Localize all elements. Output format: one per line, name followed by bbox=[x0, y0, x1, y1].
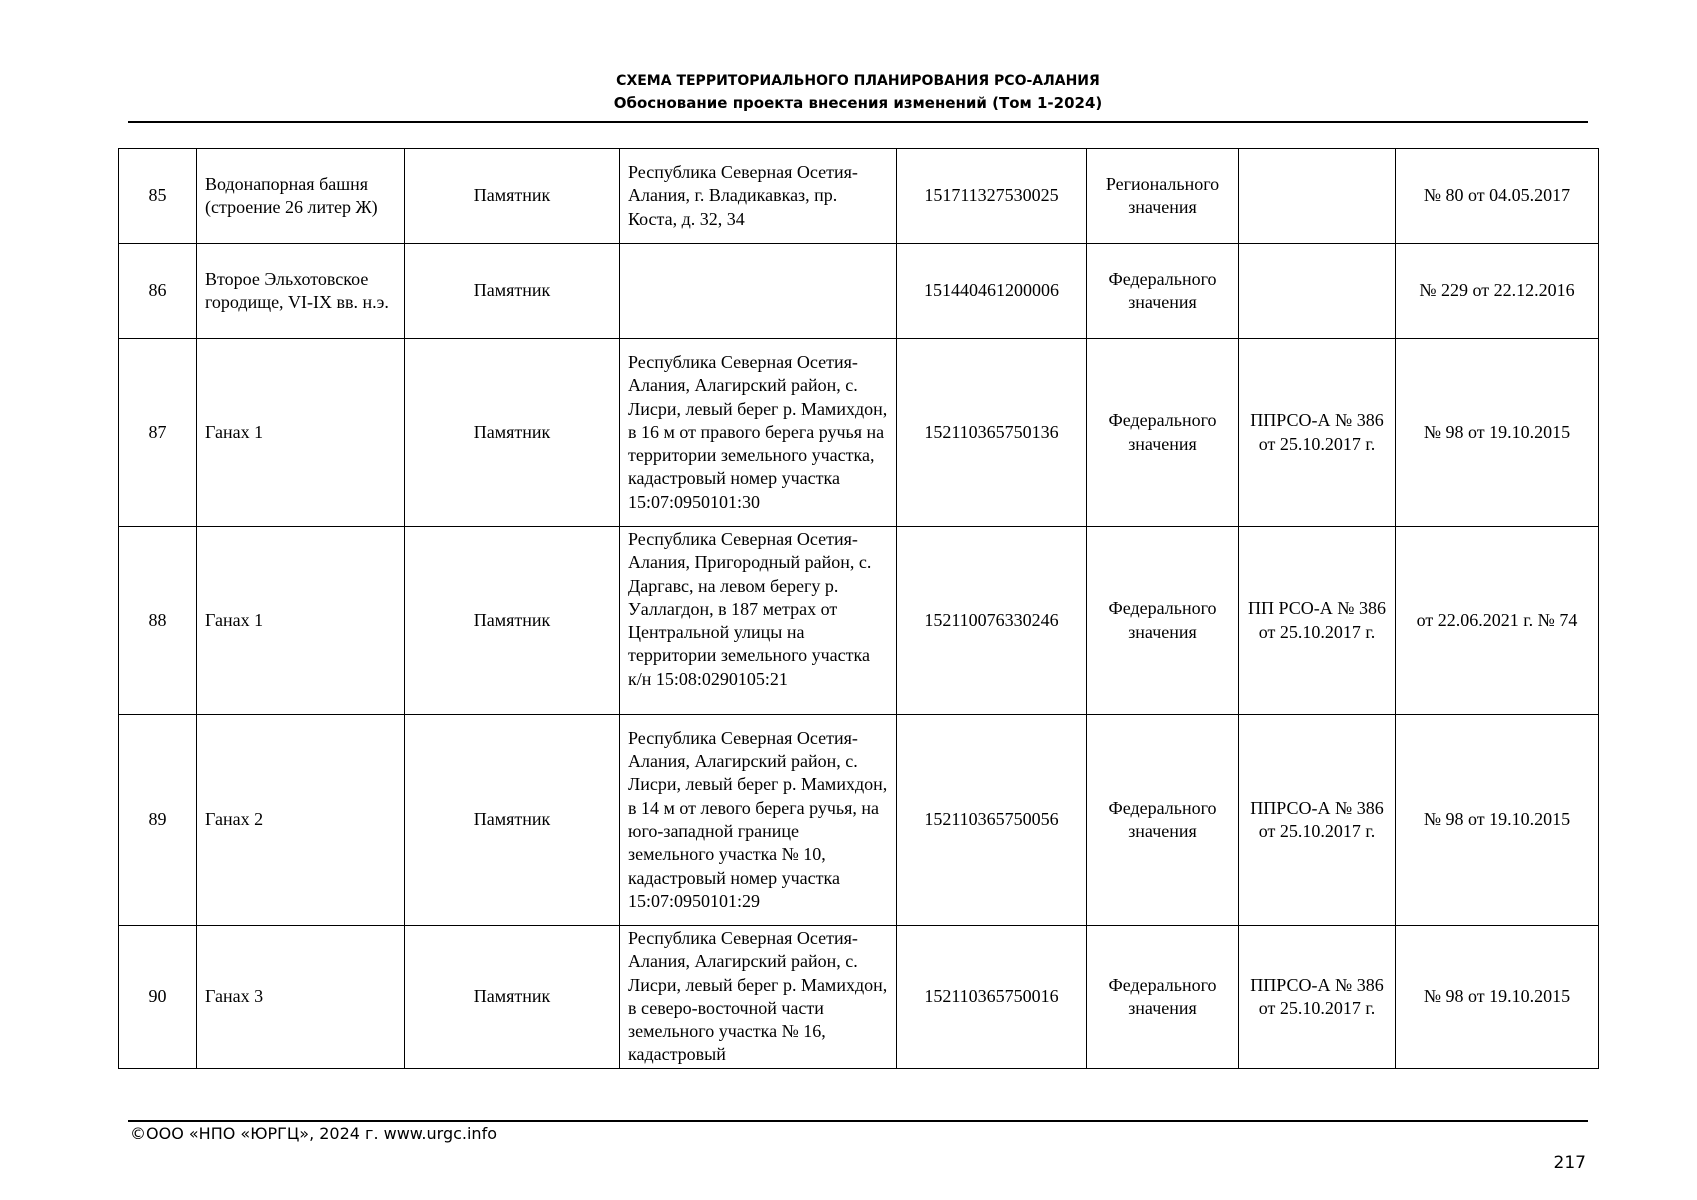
object-name: Ганах 2 bbox=[197, 715, 405, 926]
row-number: 90 bbox=[119, 926, 197, 1069]
order-reference: № 98 от 19.10.2015 bbox=[1396, 715, 1599, 926]
table-row bbox=[119, 244, 1599, 339]
registry-number: 152110365750136 bbox=[897, 339, 1087, 527]
object-address: Республика Северная Осетия-Алания, Алагирский район, с. Лисри, левый берег р. Мамихдон, в 14 м от левого берега ручья, на юго-западной границе земельного участка № 10, кадастровый номер участка 15:07:0950101:29 bbox=[620, 715, 897, 926]
object-address: Республика Северная Осетия-Алания, Алагирский район, с. Лисри, левый берег р. Мамихдон, в 16 м от правого берега ручья на территории земельного участка, кадастровый номер участка 15:07:0950101:30 bbox=[620, 339, 897, 527]
page-number: 217 bbox=[1553, 1153, 1586, 1173]
table-row bbox=[119, 715, 1599, 926]
object-address bbox=[620, 244, 897, 339]
page-header bbox=[128, 70, 1588, 114]
object-name: Ганах 1 bbox=[197, 527, 405, 715]
order-reference: от 22.06.2021 г. № 74 bbox=[1396, 527, 1599, 715]
header-rule bbox=[128, 121, 1588, 123]
table-row bbox=[119, 926, 1599, 1069]
table-row bbox=[119, 149, 1599, 244]
object-name: Второе Эльхотовское городище, VI-IX вв. н.э. bbox=[197, 244, 405, 339]
object-address: Республика Северная Осетия-Алания, Алагирский район, с. Лисри, левый берег р. Мамихдон, в северо-восточной части земельного участка № 16, кадастровый bbox=[620, 926, 897, 1069]
registry-number: 152110365750016 bbox=[897, 926, 1087, 1069]
table-row bbox=[119, 339, 1599, 527]
protection-document: ППРСО-А № 386 от 25.10.2017 г. bbox=[1239, 715, 1396, 926]
table-row bbox=[119, 527, 1599, 715]
row-number: 87 bbox=[119, 339, 197, 527]
order-reference: № 98 от 19.10.2015 bbox=[1396, 926, 1599, 1069]
significance: Федерального значения bbox=[1087, 715, 1239, 926]
order-reference: № 229 от 22.12.2016 bbox=[1396, 244, 1599, 339]
object-type: Памятник bbox=[405, 715, 620, 926]
object-type: Памятник bbox=[405, 339, 620, 527]
protection-document: ППРСО-А № 386 от 25.10.2017 г. bbox=[1239, 339, 1396, 527]
protection-document bbox=[1239, 244, 1396, 339]
row-number: 89 bbox=[119, 715, 197, 926]
registry-number: 152110365750056 bbox=[897, 715, 1087, 926]
object-type: Памятник bbox=[405, 926, 620, 1069]
object-type: Памятник bbox=[405, 527, 620, 715]
object-name: Водонапорная башня (строение 26 литер Ж) bbox=[197, 149, 405, 244]
object-type: Памятник bbox=[405, 244, 620, 339]
object-address: Республика Северная Осетия-Алания, г. Владикавказ, пр. Коста, д. 32, 34 bbox=[620, 149, 897, 244]
protection-document: ПП РСО-А № 386 от 25.10.2017 г. bbox=[1239, 527, 1396, 715]
heritage-objects-table bbox=[118, 148, 1599, 1069]
registry-number: 151440461200006 bbox=[897, 244, 1087, 339]
order-reference: № 80 от 04.05.2017 bbox=[1396, 149, 1599, 244]
object-name: Ганах 3 bbox=[197, 926, 405, 1069]
significance: Федерального значения bbox=[1087, 527, 1239, 715]
object-name: Ганах 1 bbox=[197, 339, 405, 527]
row-number: 86 bbox=[119, 244, 197, 339]
footer-rule bbox=[128, 1120, 1588, 1122]
registry-number: 151711327530025 bbox=[897, 149, 1087, 244]
document-subtitle: Обоснование проекта внесения изменений (Том 1-2024) bbox=[613, 94, 1103, 112]
registry-number: 152110076330246 bbox=[897, 527, 1087, 715]
significance: Федерального значения bbox=[1087, 244, 1239, 339]
row-number: 88 bbox=[119, 527, 197, 715]
object-type: Памятник bbox=[405, 149, 620, 244]
object-address: Республика Северная Осетия-Алания, Пригородный район, с. Даргавс, на левом берегу р. Уаллагдон, в 187 метрах от Центральной улицы на территории земельного участка к/н 15:08:0290105:21 bbox=[620, 527, 897, 715]
order-reference: № 98 от 19.10.2015 bbox=[1396, 339, 1599, 527]
document-title: СХЕМА ТЕРРИТОРИАЛЬНОГО ПЛАНИРОВАНИЯ РСО-АЛАНИЯ bbox=[616, 73, 1100, 89]
significance: Федерального значения bbox=[1087, 926, 1239, 1069]
protection-document: ППРСО-А № 386 от 25.10.2017 г. bbox=[1239, 926, 1396, 1069]
significance: Регионального значения bbox=[1087, 149, 1239, 244]
protection-document bbox=[1239, 149, 1396, 244]
significance: Федерального значения bbox=[1087, 339, 1239, 527]
footer-copyright: ©ООО «НПО «ЮРГЦ», 2024 г. www.urgc.info bbox=[130, 1124, 497, 1143]
row-number: 85 bbox=[119, 149, 197, 244]
